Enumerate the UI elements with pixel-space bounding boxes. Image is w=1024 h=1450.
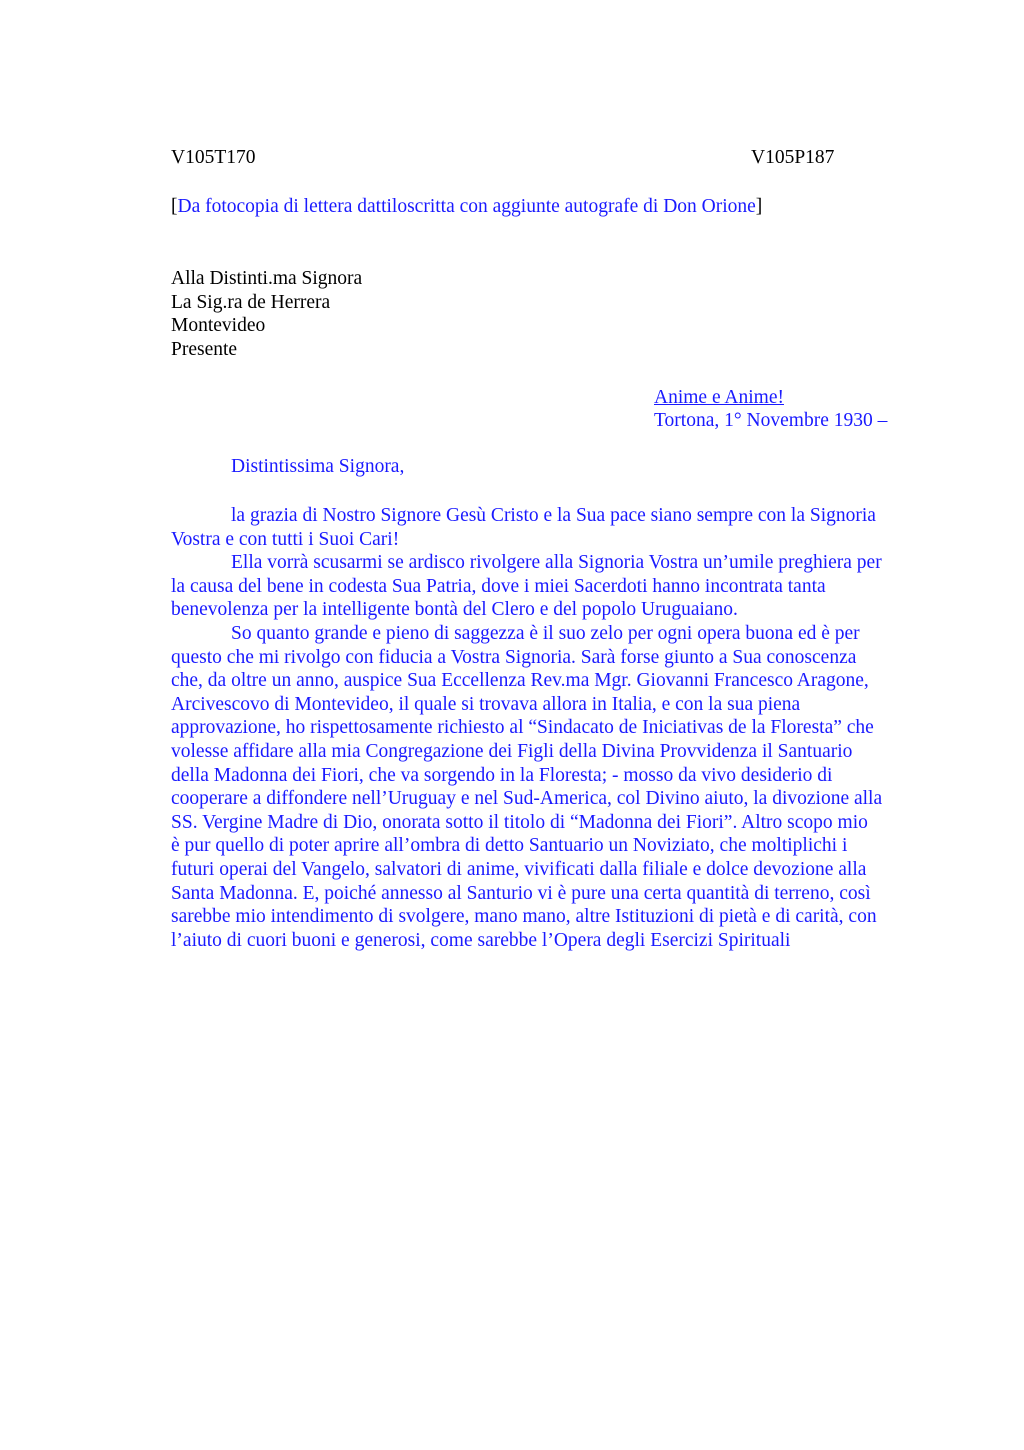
document-code-right: V105P187 xyxy=(751,147,835,168)
body-line: la causa del bene in codesta Sua Patria, dove i miei Sacerdoti hanno incontrata tanta xyxy=(171,575,826,597)
body-line: la grazia di Nostro Signore Gesù Cristo e la Sua pace siano sempre con la Signoria xyxy=(231,505,876,526)
body-line: che, da oltre un anno, auspice Sua Eccellenza Rev.ma Mgr. Giovanni Francesco Aragone, xyxy=(171,670,869,692)
source-note-open-bracket: [ xyxy=(171,196,178,217)
source-note xyxy=(171,196,762,218)
address-line-city: Montevideo xyxy=(171,315,266,336)
body-line: Vostra e con tutti i Suoi Cari! xyxy=(171,528,400,550)
dateline xyxy=(654,386,887,432)
body-line: sarebbe mio intendimento di svolgere, mano mano, altre Istituzioni di pietà e di carità, con xyxy=(171,906,877,928)
body-line: Arcivescovo di Montevideo, il quale si trovava allora in Italia, e con la sua piena xyxy=(171,693,801,715)
body-line: è pur quello di poter aprire all’ombra di detto Santuario un Noviziato, che moltiplichi i xyxy=(171,835,848,857)
body-line: Santa Madonna. E, poiché annesso al Santurio vi è pure una certa quantità di terreno, così xyxy=(171,882,871,904)
recipient-address xyxy=(171,267,362,361)
place-and-date: Tortona, 1° Novembre 1930 – xyxy=(654,410,888,431)
address-line-presente: Presente xyxy=(171,338,238,360)
body-line: Ella vorrà scusarmi se ardisco rivolgere alla Signoria Vostra un’umile preghiera per xyxy=(231,552,882,574)
letter-body xyxy=(171,504,931,952)
body-line: l’aiuto di cuori buoni e generosi, come sarebbe l’Opera degli Esercizi Spirituali xyxy=(171,929,791,951)
body-line: benevolenza per la intelligente bontà del Clero e del popolo Uruguaiano. xyxy=(171,599,738,621)
address-line-recipient: Alla Distinti.ma Signora xyxy=(171,268,363,289)
source-note-text: Da fotocopia di lettera dattiloscritta con aggiunte autografe di Don Orione xyxy=(177,196,756,217)
motto: Anime e Anime! xyxy=(654,387,784,408)
body-line: So quanto grande e pieno di saggezza è il suo zelo per ogni opera buona ed è per xyxy=(231,622,860,644)
body-line: della Madonna dei Fiori, che va sorgendo in la Floresta; - mosso da vivo desiderio di xyxy=(171,764,833,786)
body-line: futuri operai del Vangelo, salvatori di anime, vivificati dalla filiale e dolce devozione alla xyxy=(171,858,867,880)
body-line: cooperare a diffondere nell’Uruguay e nel Sud-America, col Divino aiuto, la divozione alla xyxy=(171,788,883,810)
document-code-left: V105T170 xyxy=(171,147,256,168)
salutation: Distintissima Signora, xyxy=(231,456,405,477)
source-note-close-bracket: ] xyxy=(755,196,763,217)
body-line: questo che mi rivolgo con fiducia a Vostra Signoria. Sarà forse giunto a Sua conoscenza xyxy=(171,646,857,668)
body-line: SS. Vergine Madre di Dio, onorata sotto il titolo di “Madonna dei Fiori”. Altro scopo mio xyxy=(171,811,868,833)
address-line-name: La Sig.ra de Herrera xyxy=(171,291,331,313)
body-line: approvazione, ho rispettosamente richiesto al “Sindacato de Iniciativas de la Floresta” che xyxy=(171,717,874,739)
body-line: volesse affidare alla mia Congregazione dei Figli della Divina Provvidenza il Santuario xyxy=(171,740,853,762)
